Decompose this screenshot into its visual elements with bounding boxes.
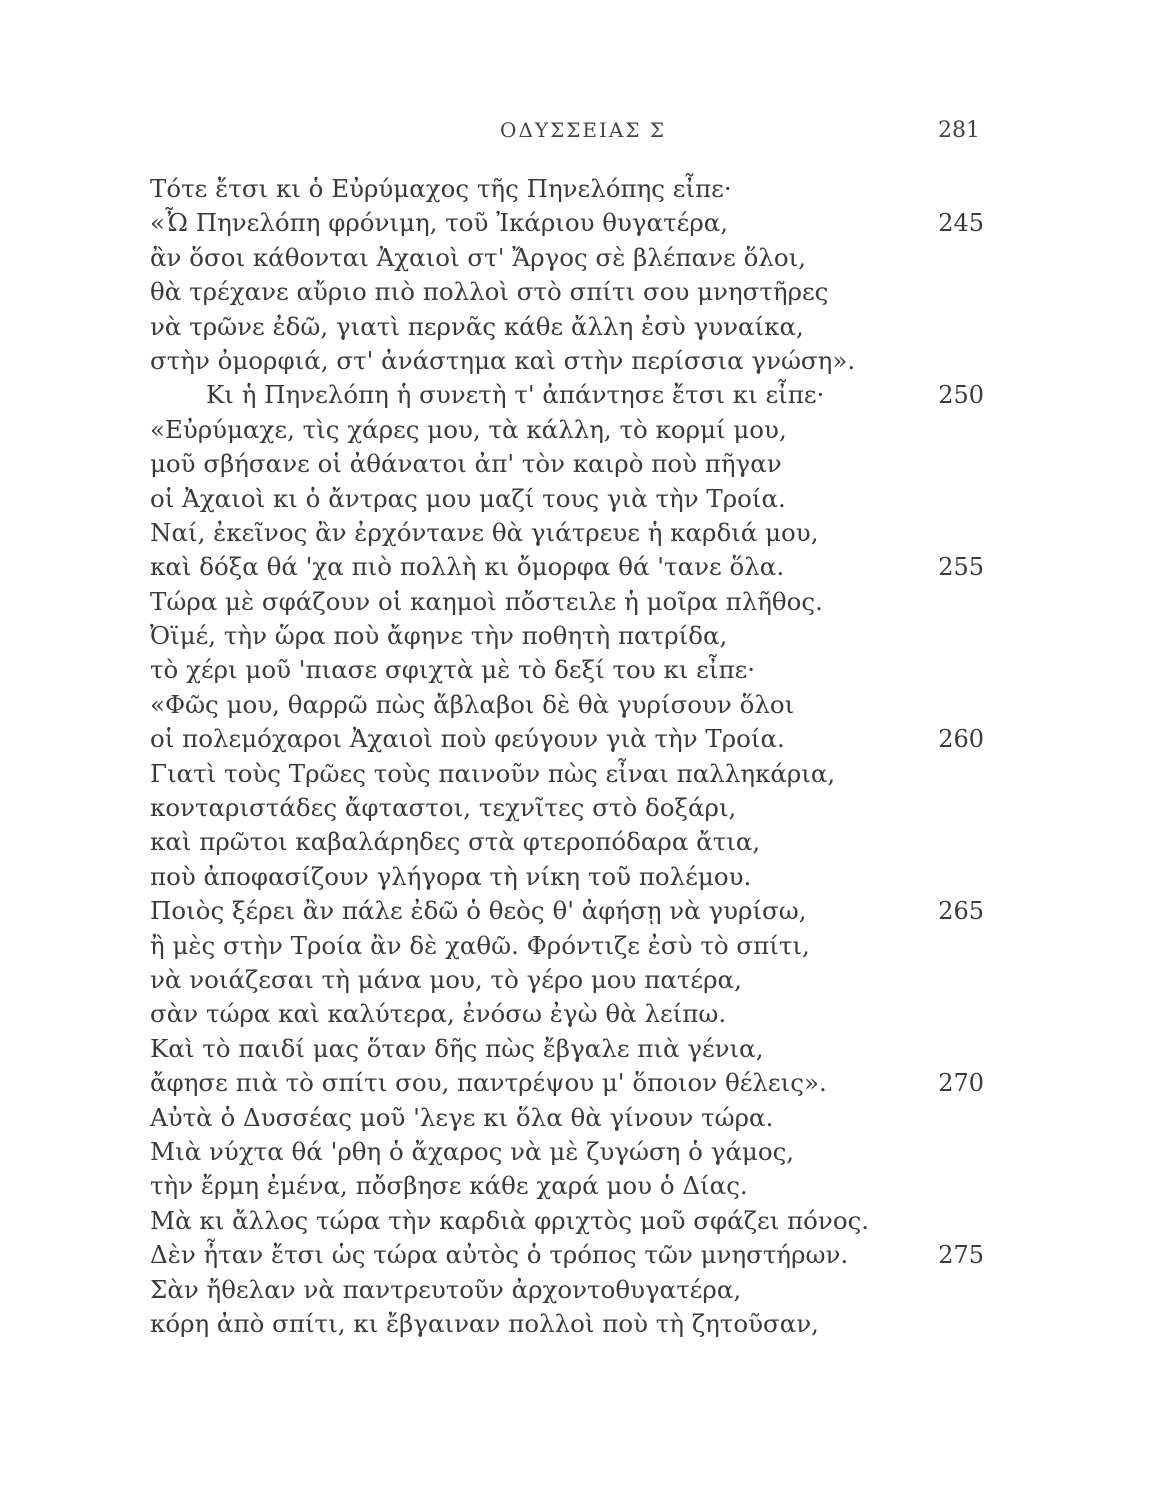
verse-line-text: Κι ἡ Πηνελόπη ἡ συνετὴ τ' ἀπάντησε ἔτσι κι εἶπε·	[206, 380, 825, 410]
verse-line	[150, 310, 990, 344]
page-number: 281	[938, 118, 980, 143]
verse-line-text: τὴν ἔρμη ἐμένα, πὄσβησε κάθε χαρά μου ὁ Δίας.	[150, 1171, 748, 1201]
running-title: ΟΔΥΣΣΕΙΑΣ Σ	[500, 118, 666, 142]
verse-line-text: Αὐτὰ ὁ Δυσσέας μοῦ 'λεγε κι ὅλα θὰ γίνουν τώρα.	[150, 1102, 774, 1132]
verse-line	[150, 1238, 990, 1272]
verse-line	[150, 757, 990, 791]
verse-line	[150, 206, 990, 240]
verse-line-text: τὸ χέρι μοῦ 'πιασε σφιχτὰ μὲ τὸ δεξί του κι εἶπε·	[150, 655, 756, 685]
verse-line	[150, 894, 990, 928]
verse-line-text: μοῦ σβήσανε οἱ ἀθάνατοι ἀπ' τὸν καιρὸ ποὺ πῆγαν	[150, 449, 782, 479]
verse-line	[150, 1169, 990, 1203]
verse-line-text: νὰ νοιάζεσαι τὴ μάνα μου, τὸ γέρο μου πατέρα,	[150, 964, 742, 994]
verse-line-text: Τώρα μὲ σφάζουν οἱ καημοὶ πὄστειλε ἡ μοῖρα πλῆθος.	[150, 586, 823, 616]
verse-line	[150, 1273, 990, 1307]
poem-text-block	[150, 172, 990, 1341]
verse-line-text: στὴν ὀμορφιά, στ' ἀνάστημα καὶ στὴν περίσσια γνώση».	[150, 345, 856, 375]
line-number: 260	[938, 725, 984, 754]
verse-line	[150, 447, 990, 481]
verse-line-text: Μὰ κι ἄλλος τώρα τὴν καρδιὰ φριχτὸς μοῦ σφάζει πόνος.	[150, 1205, 870, 1235]
verse-line-text: σὰν τώρα καὶ καλύτερα, ἐνόσω ἐγὼ θὰ λείπω.	[150, 999, 727, 1029]
verse-line	[150, 1204, 990, 1238]
verse-line	[150, 1101, 990, 1135]
verse-line	[150, 963, 990, 997]
verse-line-text: κονταριστάδες ἄφταστοι, τεχνῖτες στὸ δοξάρι,	[150, 793, 737, 823]
verse-line-text: οἱ Ἀχαιοὶ κι ὁ ἄντρας μου μαζί τους γιὰ τὴν Τροία.	[150, 483, 786, 513]
verse-line	[150, 722, 990, 756]
verse-line-text: Τότε ἔτσι κι ὁ Εὐρύμαχος τῆς Πηνελόπης εἶπε·	[150, 174, 732, 203]
verse-line-text: καὶ πρῶτοι καβαλάρηδες στὰ φτεροπόδαρα ἄτια,	[150, 827, 761, 857]
verse-line	[150, 860, 990, 894]
verse-line	[150, 241, 990, 275]
verse-line	[150, 1307, 990, 1341]
verse-line-text: Σὰν ἤθελαν νὰ παντρευτοῦν ἀρχοντοθυγατέρα,	[150, 1274, 742, 1304]
verse-line	[150, 929, 990, 963]
line-number: 250	[938, 381, 984, 410]
verse-line	[150, 482, 990, 516]
verse-line	[150, 413, 990, 447]
verse-line-text: Γιατὶ τοὺς Τρῶες τοὺς παινοῦν πὼς εἶναι παλληκάρια,	[150, 758, 836, 788]
verse-line	[150, 653, 990, 687]
verse-line-text: Καὶ τὸ παιδί μας ὅταν δῆς πὼς ἔβγαλε πιὰ γένια,	[150, 1033, 764, 1063]
verse-line	[150, 619, 990, 653]
line-number: 265	[938, 897, 984, 926]
verse-line	[150, 825, 990, 859]
verse-line	[150, 1066, 990, 1100]
verse-line	[150, 688, 990, 722]
verse-line-text: ποὺ ἀποφασίζουν γλήγορα τὴ νίκη τοῦ πολέμου.	[150, 861, 752, 891]
verse-line-text: καὶ δόξα θά 'χα πιὸ πολλὴ κι ὄμορφα θά 'τανε ὅλα.	[150, 552, 785, 582]
verse-line	[150, 1032, 990, 1066]
verse-line-text: ἄφησε πιὰ τὸ σπίτι σου, παντρέψου μ' ὅποιον θέλεις».	[150, 1068, 827, 1098]
verse-line	[150, 550, 990, 584]
verse-line-text: «Φῶς μου, θαρρῶ πὼς ἄβλαβοι δὲ θὰ γυρίσουν ὅλοι	[150, 689, 795, 719]
verse-line-text: ἢ μὲς στὴν Τροία ἂν δὲ χαθῶ. Φρόντιζε ἐσὺ τὸ σπίτι,	[150, 930, 810, 960]
verse-line-text: ἂν ὅσοι κάθονται Ἀχαιοὶ στ' Ἄργος σὲ βλέπανε ὅλοι,	[150, 242, 806, 272]
line-number: 255	[938, 553, 984, 582]
verse-line-text: «Ὦ Πηνελόπη φρόνιμη, τοῦ Ἰκάριου θυγατέρα,	[150, 208, 729, 238]
verse-line	[150, 585, 990, 619]
verse-line-text: Ὀϊμέ, τὴν ὥρα ποὺ ἄφηνε τὴν ποθητὴ πατρίδα,	[150, 621, 728, 651]
verse-line	[150, 344, 990, 378]
verse-line	[150, 791, 990, 825]
verse-line-text: Δὲν ἦταν ἔτσι ὡς τώρα αὐτὸς ὁ τρόπος τῶν μνηστήρων.	[150, 1240, 849, 1270]
verse-line-text: «Εὐρύμαχε, τὶς χάρες μου, τὰ κάλλη, τὸ κορμί μου,	[150, 414, 787, 444]
verse-line-text: οἱ πολεμόχαροι Ἀχαιοὶ ποὺ φεύγουν γιὰ τὴν Τροία.	[150, 724, 785, 754]
line-number: 270	[938, 1069, 984, 1098]
verse-line	[150, 172, 990, 206]
line-number: 245	[938, 209, 984, 238]
verse-line	[150, 997, 990, 1031]
verse-line-text: Ναί, ἐκεῖνος ἂν ἐρχόντανε θὰ γιάτρευε ἡ καρδιά μου,	[150, 517, 819, 547]
verse-line	[150, 275, 990, 309]
verse-line-text: Μιὰ νύχτα θά 'ρθη ὁ ἄχαρος νὰ μὲ ζυγώση ὁ γάμος,	[150, 1136, 795, 1166]
verse-line-text: Ποιὸς ξέρει ἂν πάλε ἐδῶ ὁ θεὸς θ' ἀφήσῃ νὰ γυρίσω,	[150, 896, 807, 926]
verse-line	[150, 378, 990, 412]
line-number: 275	[938, 1241, 984, 1270]
verse-line-text: θὰ τρέχανε αὔριο πιὸ πολλοὶ στὸ σπίτι σου μνηστῆρες	[150, 277, 829, 307]
verse-line	[150, 1135, 990, 1169]
verse-line-text: κόρη ἀπὸ σπίτι, κι ἔβγαιναν πολλοὶ ποὺ τὴ ζητοῦσαν,	[150, 1308, 819, 1338]
verse-line	[150, 516, 990, 550]
verse-line-text: νὰ τρῶνε ἐδῶ, γιατὶ περνᾶς κάθε ἄλλη ἐσὺ γυναίκα,	[150, 311, 804, 341]
